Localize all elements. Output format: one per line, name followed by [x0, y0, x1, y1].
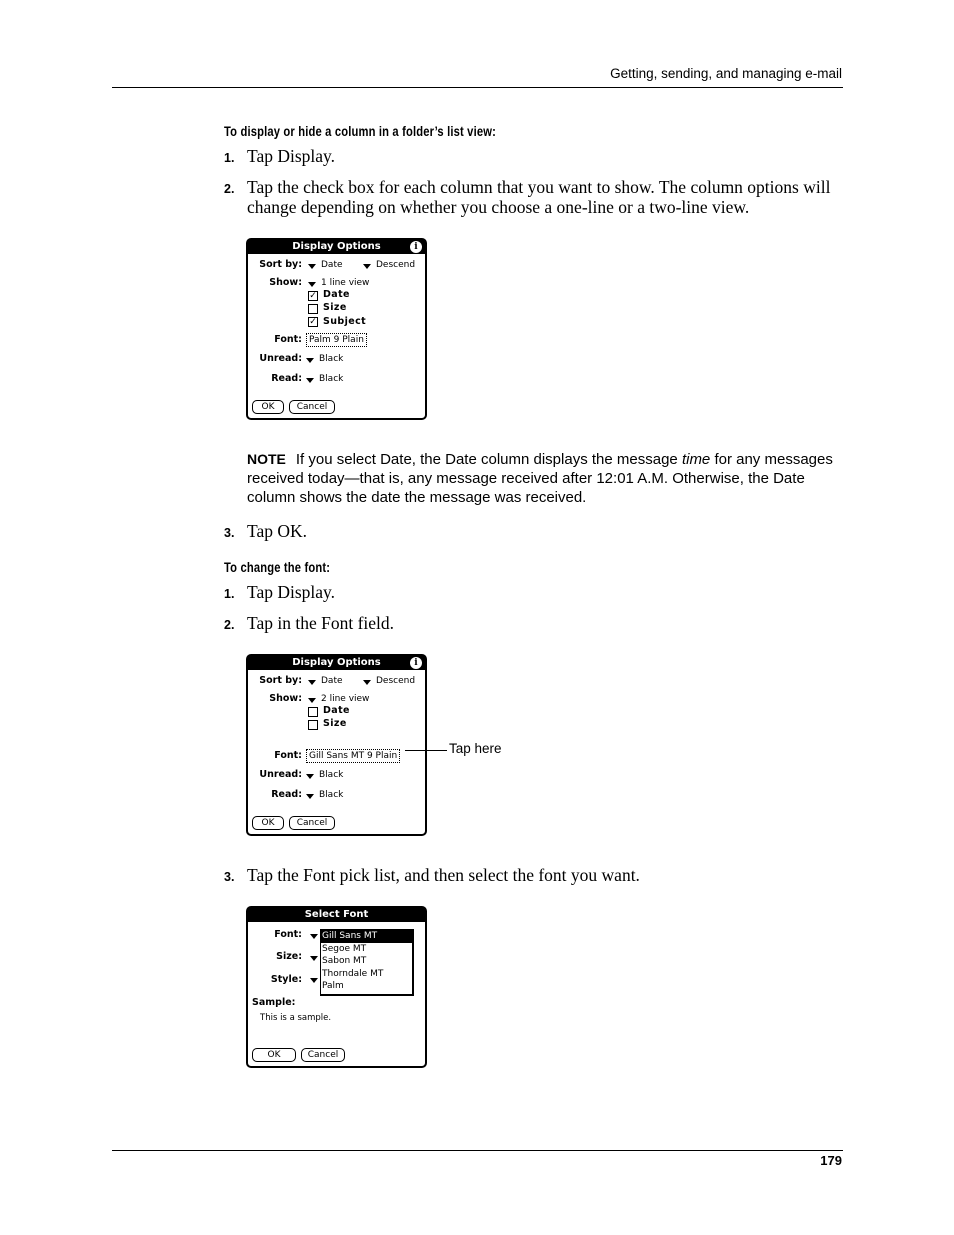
screen-title: Select Font	[248, 908, 425, 922]
sample-text: This is a sample.	[260, 1013, 332, 1023]
callout-leader-line	[405, 750, 447, 751]
size-label: Size:	[276, 951, 302, 962]
display-options-screen-2	[246, 654, 427, 836]
step-text: Tap Display.	[247, 582, 336, 602]
read-value[interactable]: Black	[319, 790, 344, 800]
cancel-button[interactable]: Cancel	[289, 816, 335, 830]
sort-by-label: Sort by:	[259, 259, 302, 270]
sort-order-value[interactable]: Descend	[376, 676, 416, 686]
step-number: 2.	[224, 182, 235, 196]
dropdown-arrow-icon[interactable]	[306, 774, 314, 779]
show-label: Show:	[269, 693, 302, 704]
dropdown-arrow-icon[interactable]	[363, 264, 371, 269]
cancel-button[interactable]: Cancel	[289, 400, 335, 414]
dropdown-arrow-icon[interactable]	[306, 794, 314, 799]
header-rule	[112, 87, 843, 88]
step-text: Tap Display.	[247, 146, 336, 166]
font-label: Font:	[274, 750, 302, 761]
ok-button[interactable]: OK	[252, 816, 284, 830]
footer-rule	[112, 1150, 843, 1151]
procedure-heading: To change the font:	[224, 559, 331, 575]
dropdown-arrow-icon[interactable]	[306, 358, 314, 363]
note-label: NOTE	[247, 451, 286, 467]
font-field[interactable]: Palm 9 Plain	[306, 333, 367, 347]
date-checkbox[interactable]: ✓	[309, 291, 317, 301]
font-option[interactable]: Palm	[322, 981, 344, 991]
running-head: Getting, sending, and managing e-mail	[610, 66, 842, 81]
dropdown-arrow-icon[interactable]	[363, 680, 371, 685]
note-emphasis: time	[681, 451, 711, 468]
unread-value[interactable]: Black	[319, 354, 344, 364]
info-icon[interactable]: i	[410, 657, 422, 669]
page-number: 179	[820, 1153, 842, 1168]
show-label: Show:	[269, 277, 302, 288]
unread-value[interactable]: Black	[319, 770, 344, 780]
font-field[interactable]: Gill Sans MT 9 Plain	[306, 749, 400, 763]
dropdown-arrow-icon[interactable]	[308, 264, 316, 269]
ok-button[interactable]: OK	[252, 400, 284, 414]
step-text: Tap the Font pick list, and then select the font you want.	[247, 865, 640, 885]
procedure-heading: To display or hide a column in a folder’s list view:	[224, 123, 496, 139]
subject-checkbox[interactable]: ✓	[309, 317, 317, 327]
show-value[interactable]: 1 line view	[321, 278, 370, 288]
subject-checkbox-label: Subject	[323, 316, 367, 327]
size-checkbox-label: Size	[323, 718, 347, 729]
sort-by-value[interactable]: Date	[321, 676, 343, 686]
display-options-screen-1	[246, 238, 427, 420]
sort-by-value[interactable]: Date	[321, 260, 343, 270]
read-label: Read:	[271, 789, 302, 800]
date-checkbox-label: Date	[323, 289, 350, 300]
sort-by-label: Sort by:	[259, 675, 302, 686]
date-checkbox-label: Date	[323, 705, 350, 716]
font-label: Font:	[274, 334, 302, 345]
sort-order-value[interactable]: Descend	[376, 260, 416, 270]
read-value[interactable]: Black	[319, 374, 344, 384]
style-label: Style:	[270, 974, 302, 985]
note	[247, 450, 847, 507]
step-text: Tap OK.	[247, 521, 308, 541]
font-label: Font:	[274, 929, 302, 940]
size-checkbox[interactable]	[308, 304, 318, 314]
step-number: 3.	[224, 870, 235, 884]
size-checkbox[interactable]	[308, 720, 318, 730]
step-number: 1.	[224, 587, 235, 601]
dropdown-arrow-icon[interactable]	[308, 698, 316, 703]
unread-label: Unread:	[259, 769, 302, 780]
show-value[interactable]: 2 line view	[321, 694, 370, 704]
size-checkbox-label: Size	[323, 302, 347, 313]
ok-button[interactable]: OK	[252, 1048, 296, 1062]
font-option[interactable]: Segoe MT	[322, 943, 367, 954]
step-number: 3.	[224, 526, 235, 540]
font-option-selected[interactable]: Gill Sans MT	[321, 930, 412, 943]
sample-label: Sample:	[252, 997, 296, 1008]
dropdown-arrow-icon[interactable]	[310, 956, 318, 961]
info-icon[interactable]: i	[410, 241, 422, 253]
dropdown-arrow-icon[interactable]	[306, 378, 314, 383]
dropdown-arrow-icon[interactable]	[310, 978, 318, 983]
dropdown-arrow-icon[interactable]	[308, 680, 316, 685]
step-number: 1.	[224, 151, 235, 165]
note-text-continued: for any messages received today—that is, any message received after 12:01 A.M. Otherwise, the Date column shows the date the message was received.	[247, 451, 833, 506]
note-text: If you select Date, the Date column displays the message	[295, 451, 678, 468]
font-option[interactable]: Thorndale MT	[322, 968, 384, 979]
date-checkbox[interactable]	[308, 707, 318, 717]
read-label: Read:	[271, 373, 302, 384]
callout-label: Tap here	[449, 741, 502, 756]
select-font-screen	[246, 906, 427, 1068]
step-number: 2.	[224, 618, 235, 632]
step-text: Tap the check box for each column that you want to show. The column options will change depending on whether you choose a one-line or a two-line view.	[247, 177, 831, 217]
step-text: Tap in the Font field.	[247, 613, 395, 633]
dropdown-arrow-icon[interactable]	[310, 934, 318, 939]
font-pick-list[interactable]	[320, 929, 414, 996]
font-option[interactable]: Sabon MT	[322, 956, 367, 966]
cancel-button[interactable]: Cancel	[301, 1048, 345, 1062]
screen-title: Display Options i	[248, 656, 425, 670]
screen-title: Display Options i	[248, 240, 425, 254]
dropdown-arrow-icon[interactable]	[308, 282, 316, 287]
unread-label: Unread:	[259, 353, 302, 364]
